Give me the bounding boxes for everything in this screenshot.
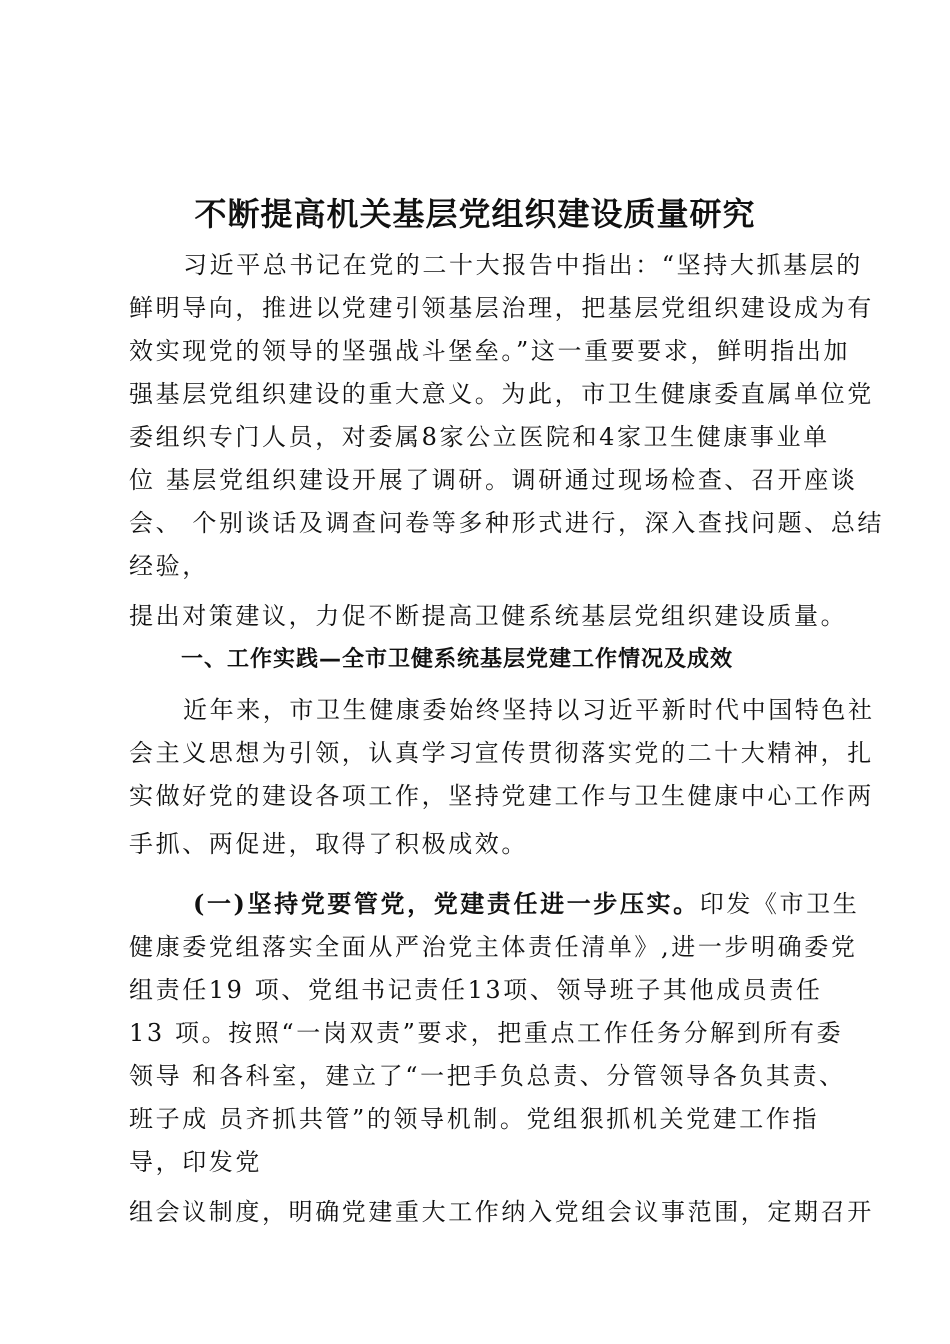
body-line: 习近平总书记在党的二十大报告中指出：“坚持大抓基层的: [183, 251, 863, 279]
body-line: 组会议制度，明确党建重大工作纳入党组会议事范围，定期召开: [129, 1198, 874, 1226]
body-line: 位 基层党组织建设开展了调研。调研通过现场检查、召开座谈: [129, 466, 858, 494]
section-heading: 一、工作实践—全市卫健系统基层党建工作情况及成效: [181, 647, 734, 672]
body-line: 近年来，市卫生健康委始终坚持以习近平新时代中国特色社: [183, 696, 875, 724]
body-line: 提出对策建议，力促不断提高卫健系统基层党组织建设质量。: [129, 602, 848, 630]
body-line: 班子成 员齐抓共管”的领导机制。党组狠抓机关党建工作指: [129, 1105, 820, 1133]
subsection-heading: (一)坚持党要管党，党建责任进一步压实。: [193, 889, 700, 918]
body-line: 效实现党的领导的坚强战斗堡垒。”这一重要要求，鲜明指出加: [129, 337, 851, 365]
body-line: 经验，: [129, 552, 209, 580]
body-line: 健康委党组落实全面从严治党主体责任清单》,进一步明确委党: [129, 933, 858, 961]
body-line: 手抓、两促进，取得了积极成效。: [129, 830, 528, 858]
body-line: 组责任19 项、党组书记责任13项、领导班子其他成员责任: [129, 976, 823, 1004]
subsection-text: 印发《市卫生: [699, 890, 860, 918]
body-line: 领导 和各科室，建立了“一把手负总责、分管领导各负其责、: [129, 1062, 846, 1090]
subsection-line: [193, 888, 859, 920]
body-line: 鲜明导向，推进以党建引领基层治理，把基层党组织建设成为有: [129, 294, 874, 322]
body-line: 会主义思想为引领，认真学习宣传贯彻落实党的二十大精神，扎: [129, 739, 874, 767]
body-line: 委组织专门人员，对委属8家公立医院和4家卫生健康事业单: [129, 423, 830, 451]
body-line: 13 项。按照“一岗双责”要求，把重点工作任务分解到所有委: [129, 1019, 844, 1047]
body-line: 导，印发党: [129, 1148, 262, 1176]
body-line: 实做好党的建设各项工作，坚持党建工作与卫生健康中心工作两: [129, 782, 874, 810]
document-title: 不断提高机关基层党组织建设质量研究: [194, 195, 756, 233]
body-line: 强基层党组织建设的重大意义。为此，市卫生健康委直属单位党: [129, 380, 874, 408]
body-line: 会、 个别谈话及调查问卷等多种形式进行，深入查找问题、总结: [129, 509, 885, 537]
